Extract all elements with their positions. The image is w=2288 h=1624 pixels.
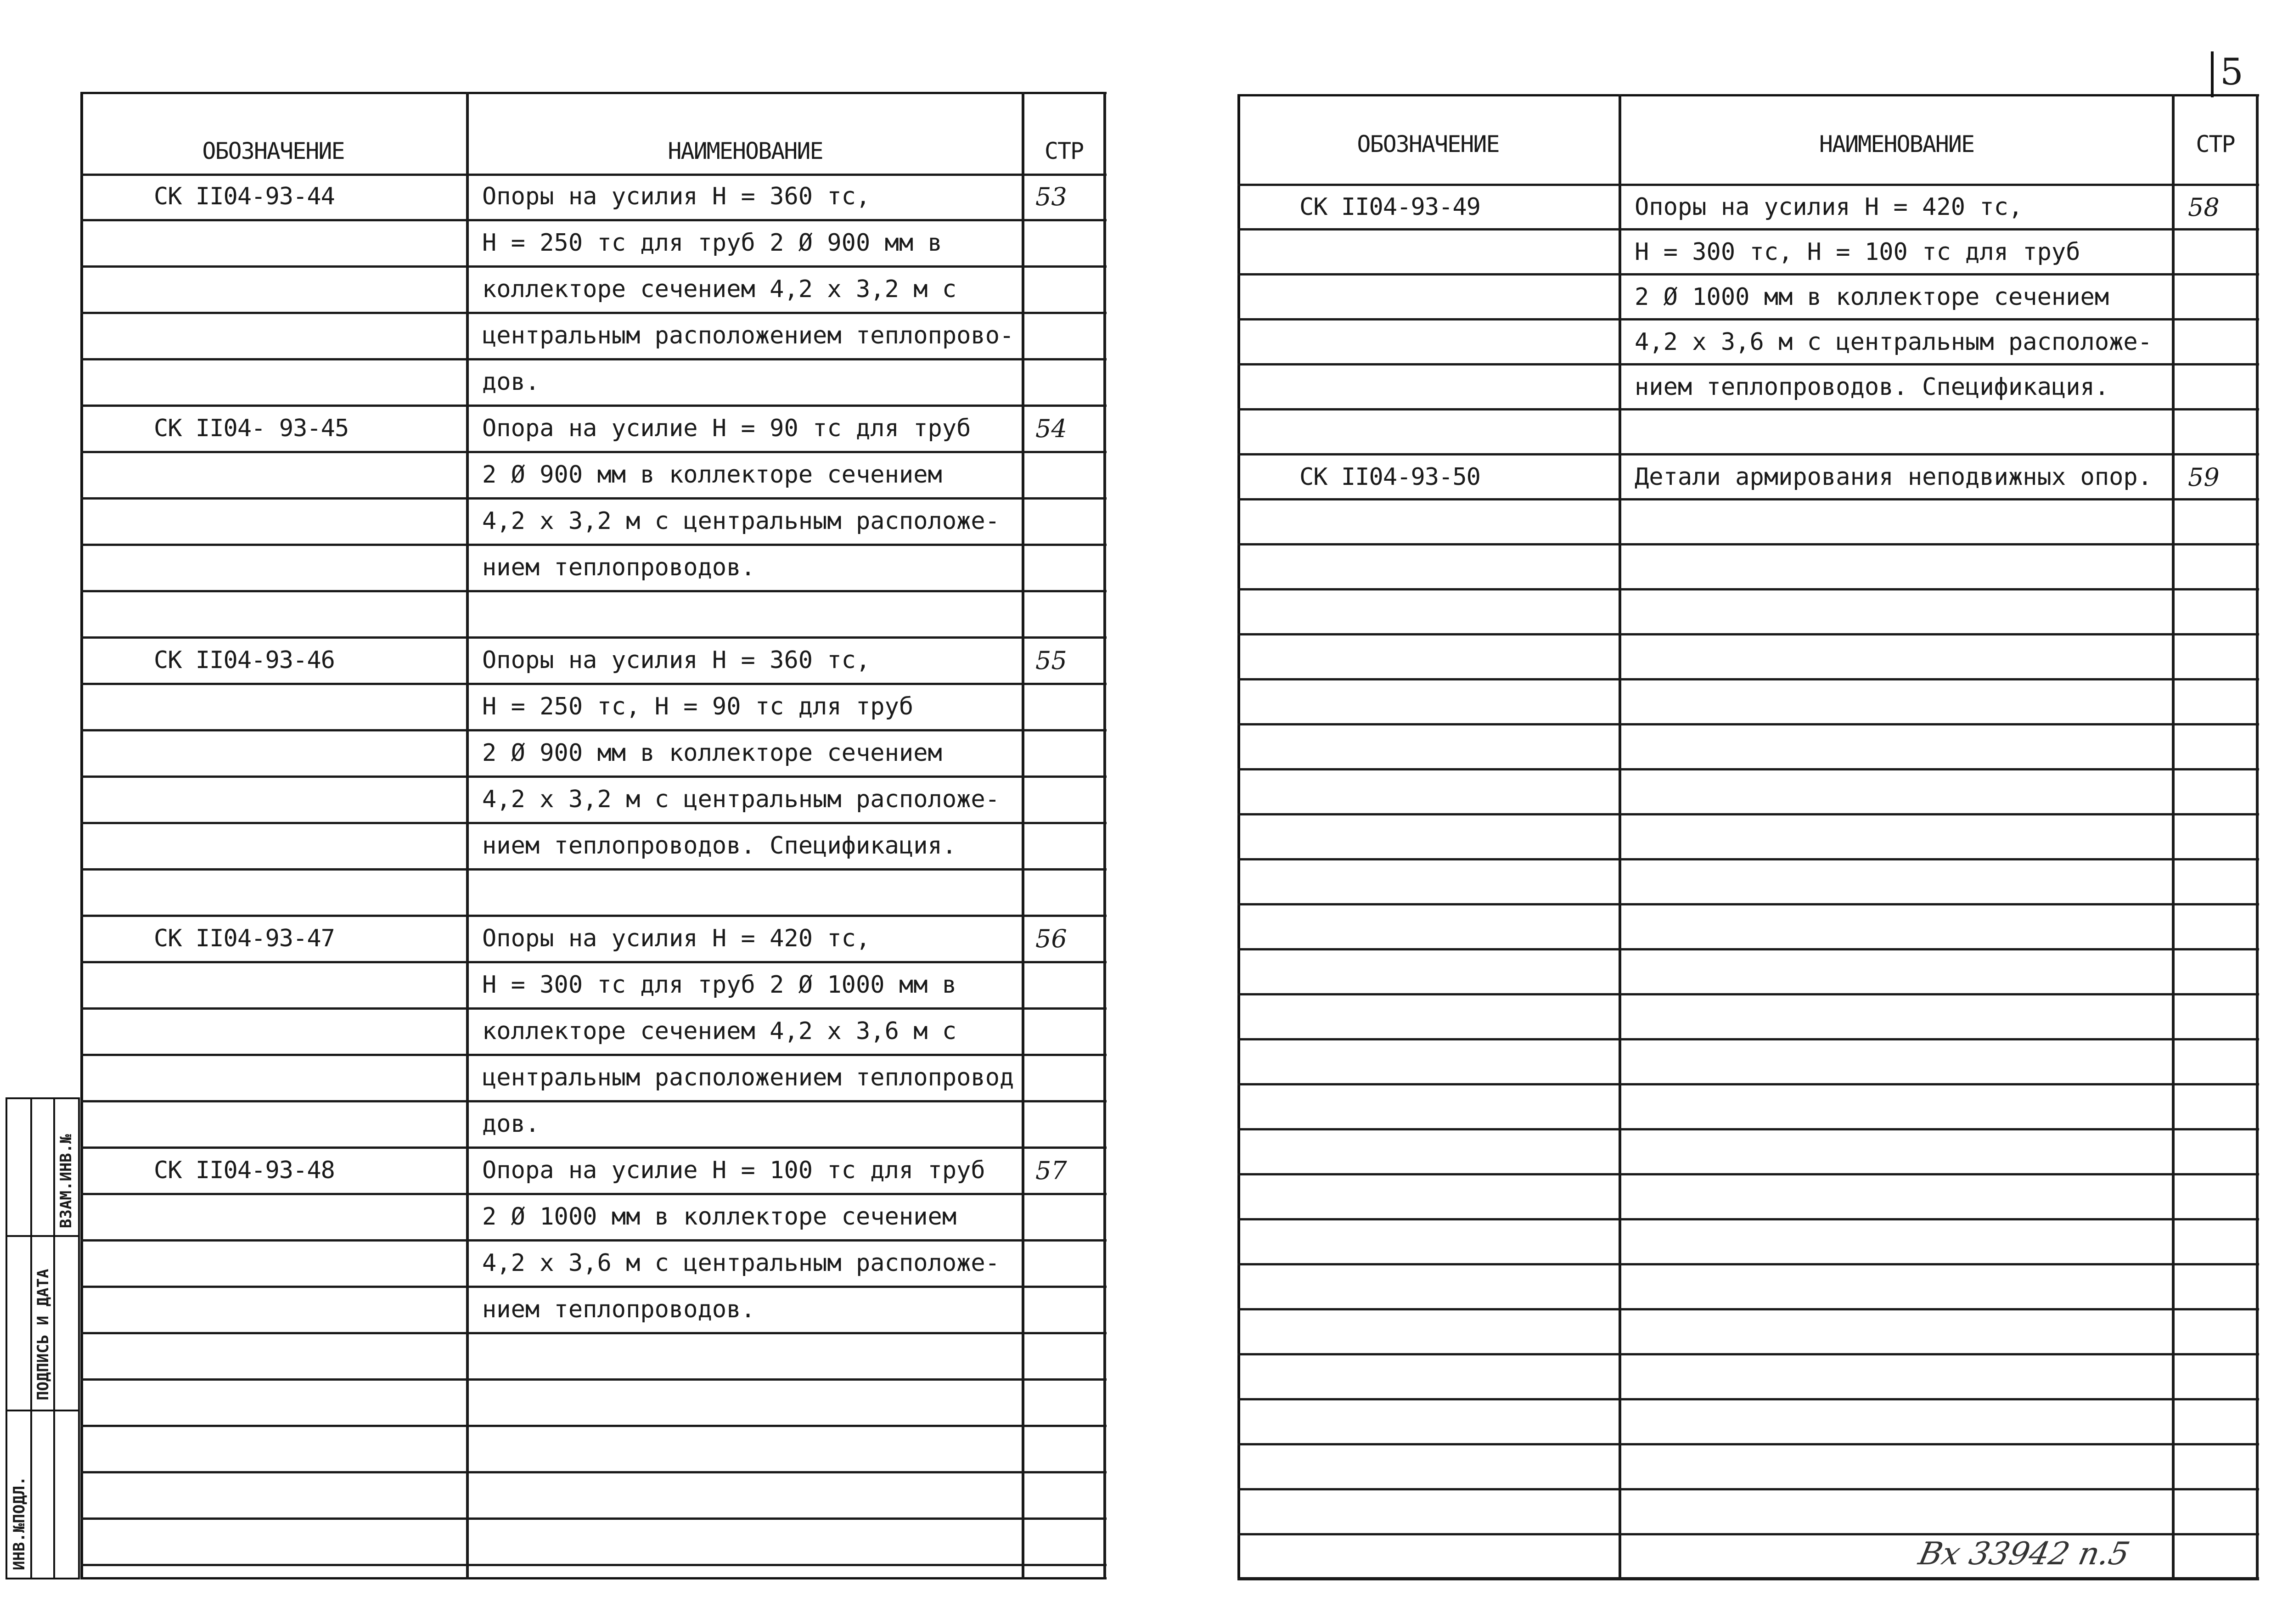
table-row bbox=[80, 1519, 1107, 1566]
left-header-name: НАИМЕНОВАНИЕ bbox=[668, 138, 823, 164]
table-row bbox=[1237, 770, 2259, 815]
stamp-border-left bbox=[6, 1097, 7, 1579]
row-name: Опора на усилие Н = 100 тс для труб bbox=[482, 1157, 985, 1184]
table-row bbox=[80, 870, 1107, 916]
row-name: нием теплопроводов. Спецификация. bbox=[482, 832, 957, 860]
row-code: СК II04-93-47 bbox=[154, 925, 335, 952]
row-page: 57 bbox=[1035, 1156, 1067, 1185]
table-row bbox=[1237, 1265, 2259, 1310]
row-page: 55 bbox=[1035, 646, 1067, 675]
row-page: 58 bbox=[2188, 193, 2220, 222]
table-row bbox=[80, 731, 1107, 777]
table-row bbox=[80, 174, 1107, 221]
stamp-sep-top bbox=[6, 1097, 80, 1099]
table-row bbox=[1237, 185, 2259, 230]
right-table bbox=[1237, 94, 2259, 1579]
row-name: 4,2 х 3,6 м с центральным расположе- bbox=[482, 1249, 1000, 1277]
row-rule bbox=[80, 1564, 1107, 1566]
row-name: Опоры на усилия Н = 420 тс, bbox=[482, 925, 871, 952]
row-name: Детали армирования неподвижных опор. bbox=[1635, 463, 2153, 491]
table-row bbox=[1237, 1490, 2259, 1535]
page-number: 5 bbox=[2220, 51, 2243, 93]
stamp-label-replace: ВЗАМ.ИНВ.№ bbox=[57, 1134, 75, 1228]
row-name: Н = 300 тс, Н = 100 тс для труб bbox=[1635, 238, 2080, 266]
row-code: СК II04-93-48 bbox=[154, 1157, 335, 1184]
stamp-label-sign: ПОДПИСЬ И ДАТА bbox=[34, 1269, 52, 1400]
right-header-page: СТР bbox=[2196, 131, 2235, 157]
row-name: нием теплопроводов. bbox=[482, 1296, 755, 1323]
table-row bbox=[80, 1427, 1107, 1473]
table-row bbox=[1237, 995, 2259, 1040]
table-row bbox=[1237, 545, 2259, 590]
table-row bbox=[1237, 860, 2259, 905]
row-name: Н = 300 тс для труб 2 Ø 1000 мм в bbox=[482, 971, 957, 999]
right-top-border bbox=[1237, 94, 2259, 96]
table-row bbox=[1237, 1130, 2259, 1175]
table-row bbox=[1237, 905, 2259, 950]
stamp-border-right bbox=[78, 1097, 80, 1579]
table-row bbox=[1237, 815, 2259, 860]
table-row bbox=[80, 360, 1107, 406]
table-row bbox=[80, 592, 1107, 638]
row-name: 4,2 х 3,2 м с центральным расположе- bbox=[482, 786, 1000, 813]
table-row bbox=[1237, 1310, 2259, 1355]
handwritten-note: Вх 33942 п.5 bbox=[1915, 1536, 2133, 1572]
table-row bbox=[80, 1195, 1107, 1241]
left-header-page: СТР bbox=[1044, 138, 1084, 164]
table-row bbox=[80, 221, 1107, 267]
table-row bbox=[1237, 1175, 2259, 1220]
row-name: дов. bbox=[482, 1110, 540, 1138]
table-row bbox=[80, 1287, 1107, 1334]
row-name: нием теплопроводов. Спецификация. bbox=[1635, 373, 2109, 401]
side-stamp bbox=[6, 1097, 80, 1579]
row-code: СК II04-93-50 bbox=[1299, 463, 1480, 491]
table-row bbox=[1237, 1355, 2259, 1400]
left-top-border bbox=[80, 92, 1107, 94]
table-row bbox=[80, 963, 1107, 1009]
row-name: Опоры на усилия Н = 420 тс, bbox=[1635, 193, 2023, 221]
row-page: 56 bbox=[1035, 924, 1067, 953]
table-row bbox=[1237, 635, 2259, 680]
row-code: СК II04-93-49 bbox=[1299, 193, 1480, 221]
row-page: 59 bbox=[2188, 463, 2220, 492]
row-code: СК II04-93-44 bbox=[154, 183, 335, 210]
table-row bbox=[1237, 410, 2259, 455]
row-name: Опора на усилие Н = 90 тс для труб bbox=[482, 415, 971, 442]
row-name: Н = 250 тс, Н = 90 тс для труб bbox=[482, 693, 914, 720]
table-row bbox=[80, 824, 1107, 870]
table-row bbox=[1237, 1040, 2259, 1085]
table-row bbox=[80, 499, 1107, 545]
table-row bbox=[80, 1334, 1107, 1380]
table-row bbox=[80, 638, 1107, 685]
row-name: нием теплопроводов. bbox=[482, 554, 755, 581]
table-row bbox=[1237, 725, 2259, 770]
row-name: 2 Ø 900 мм в коллекторе сечением bbox=[482, 739, 942, 767]
table-row bbox=[1237, 230, 2259, 275]
row-name: 2 Ø 900 мм в коллекторе сечением bbox=[482, 461, 942, 489]
row-name: дов. bbox=[482, 368, 540, 396]
table-row bbox=[1237, 1220, 2259, 1265]
stamp-sep-1 bbox=[6, 1235, 80, 1237]
stamp-border-mid-2 bbox=[53, 1097, 55, 1579]
table-row bbox=[80, 916, 1107, 963]
row-rule bbox=[1237, 1578, 2259, 1580]
row-name: 2 Ø 1000 мм в коллекторе сечением bbox=[1635, 283, 2109, 311]
row-name: центральным расположением теплопровод bbox=[482, 1064, 1014, 1091]
table-row bbox=[80, 1473, 1107, 1519]
row-name: 2 Ø 1000 мм в коллекторе сечением bbox=[482, 1203, 957, 1231]
table-row bbox=[1237, 950, 2259, 995]
stamp-sep-2 bbox=[6, 1410, 80, 1411]
table-row bbox=[80, 406, 1107, 453]
row-name: коллекторе сечением 4,2 х 3,2 м с bbox=[482, 275, 957, 303]
table-row bbox=[80, 1009, 1107, 1056]
row-name: 4,2 х 3,6 м с центральным расположе- bbox=[1635, 328, 2153, 356]
row-name: Опоры на усилия Н = 360 тс, bbox=[482, 646, 871, 674]
right-header-code: ОБОЗНАЧЕНИЕ bbox=[1357, 131, 1499, 157]
table-row bbox=[1237, 1085, 2259, 1130]
table-row bbox=[80, 453, 1107, 499]
page-number-bar bbox=[2211, 51, 2214, 97]
table-row bbox=[1237, 1400, 2259, 1445]
row-page: 54 bbox=[1035, 414, 1067, 443]
table-row bbox=[80, 777, 1107, 824]
left-table bbox=[80, 92, 1107, 1579]
table-row bbox=[1237, 455, 2259, 500]
table-row bbox=[80, 314, 1107, 360]
row-code: СК II04-93-46 bbox=[154, 646, 335, 674]
table-row bbox=[1237, 680, 2259, 725]
table-row bbox=[1237, 320, 2259, 365]
row-name: 4,2 х 3,2 м с центральным расположе- bbox=[482, 507, 1000, 535]
stamp-border-mid-1 bbox=[30, 1097, 32, 1579]
table-row bbox=[1237, 275, 2259, 320]
table-row bbox=[1237, 365, 2259, 410]
stamp-label-inv: ИНВ.№ПОДЛ. bbox=[10, 1476, 28, 1570]
left-bottom-border bbox=[80, 1577, 1107, 1579]
table-row bbox=[80, 1241, 1107, 1287]
row-name: центральным расположением теплопрово- bbox=[482, 322, 1014, 349]
table-row bbox=[80, 1056, 1107, 1102]
table-row bbox=[80, 1380, 1107, 1427]
table-row bbox=[1237, 1445, 2259, 1490]
table-row bbox=[1237, 590, 2259, 635]
row-name: Опоры на усилия Н = 360 тс, bbox=[482, 183, 871, 210]
right-header-name: НАИМЕНОВАНИЕ bbox=[1819, 131, 1974, 157]
row-page: 53 bbox=[1035, 182, 1067, 211]
table-row bbox=[80, 685, 1107, 731]
stamp-sep-bottom bbox=[6, 1578, 80, 1579]
table-row bbox=[1237, 500, 2259, 545]
row-name: коллекторе сечением 4,2 х 3,6 м с bbox=[482, 1017, 957, 1045]
table-row bbox=[80, 1102, 1107, 1148]
table-row bbox=[80, 267, 1107, 314]
row-name: Н = 250 тс для труб 2 Ø 900 мм в bbox=[482, 229, 942, 257]
row-code: СК II04- 93-45 bbox=[154, 415, 349, 442]
table-row bbox=[80, 545, 1107, 592]
table-row bbox=[80, 1148, 1107, 1195]
left-header-code: ОБОЗНАЧЕНИЕ bbox=[202, 138, 344, 164]
